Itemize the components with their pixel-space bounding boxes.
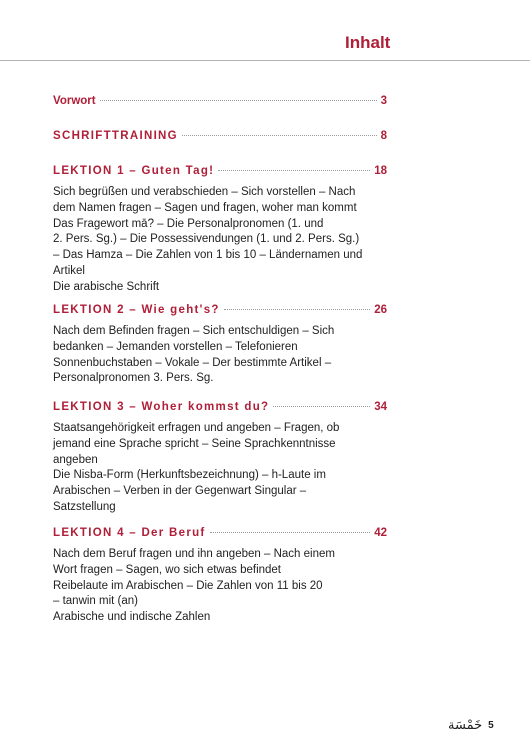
description-line: Arabischen – Verben in der Gegenwart Singular – (53, 485, 307, 498)
lesson-4-description (53, 547, 343, 626)
description-line: bedanken – Jemanden vorstellen – Telefonieren (53, 340, 298, 353)
leader-dots (273, 406, 370, 407)
leader-dots (182, 135, 377, 136)
toc-page-number: 3 (380, 95, 387, 107)
description-line: Staatsangehörigkeit erfragen und angeben – Fragen, ob (53, 422, 340, 434)
description-line: Sich begrüßen und verabschieden – Sich vorstellen – Nach (53, 186, 356, 198)
toc-entry-label: LEKTION 4 – Der Beruf (53, 527, 206, 539)
lesson-3-description (53, 421, 343, 516)
description-line: 2. Pers. Sg.) – Die Possessivendungen (1. und 2. Pers. Sg.) (53, 233, 360, 246)
toc-page-number: 8 (380, 130, 387, 142)
description-line: Wort fragen – Sagen, wo sich etwas befindet (53, 563, 282, 576)
description-line: dem Namen fragen – Sagen und fragen, woher man kommt (53, 201, 357, 214)
description-line: Nach dem Befinden fragen – Sich entschuldigen – Sich (53, 325, 335, 337)
description-line: Personalpronomen 3. Pers. Sg. (53, 372, 214, 385)
lesson-1-description (53, 185, 363, 296)
arabic-page-word: خَمْسَة (448, 718, 483, 733)
lesson-2-description (53, 324, 343, 387)
header-divider (0, 60, 530, 61)
leader-dots (100, 100, 377, 101)
page-footer (448, 718, 494, 733)
description-line: jemand eine Sprache spricht – Seine Sprachkenntnisse (53, 437, 336, 450)
toc-page-number: 42 (374, 527, 387, 539)
toc-entry-lektion-2[interactable] (53, 304, 387, 316)
description-line: – Das Hamza – Die Zahlen von 1 bis 10 – Ländernamen und (53, 249, 363, 262)
description-line: Artikel (53, 264, 85, 277)
leader-dots (224, 309, 370, 310)
toc-entry-label: LEKTION 3 – Woher kommst du? (53, 401, 270, 413)
page-title: Inhalt (345, 33, 391, 52)
description-line: angeben (53, 453, 98, 466)
toc-entry-schrifttraining[interactable] (53, 130, 387, 142)
toc-entry-label: LEKTION 1 – Guten Tag! (53, 165, 215, 177)
leader-dots (218, 170, 370, 171)
toc-entry-lektion-1[interactable] (53, 165, 387, 177)
leader-dots (210, 532, 371, 533)
description-line: Reibelaute im Arabischen – Die Zahlen von 11 bis 20 (53, 579, 323, 592)
description-line: – tanwin mit (an) (53, 595, 139, 608)
toc-page-number: 26 (374, 304, 387, 316)
description-line: Arabische und indische Zahlen (53, 611, 211, 624)
description-line: Sonnenbuchstaben – Vokale – Der bestimmte Artikel – (53, 356, 332, 369)
description-line: Die Nisba-Form (Herkunftsbezeichnung) – h-Laute im (53, 469, 326, 482)
toc-entry-label: LEKTION 2 – Wie geht's? (53, 304, 220, 316)
description-line: Nach dem Beruf fragen und ihn angeben – Nach einem (53, 548, 335, 560)
toc-page-number: 18 (374, 165, 387, 177)
toc-entry-lektion-3[interactable] (53, 401, 387, 413)
toc-entry-vorwort[interactable] (53, 95, 387, 107)
toc-entry-label: Vorwort (53, 95, 96, 107)
page-number: 5 (488, 720, 494, 731)
description-line: Satzstellung (53, 500, 116, 513)
toc-entry-lektion-4[interactable] (53, 527, 387, 539)
toc-entry-label: SCHRIFTTRAINING (53, 130, 178, 142)
toc-page-number: 34 (374, 401, 387, 413)
description-line: Das Fragewort mā? – Die Personalpronomen (1. und (53, 217, 324, 230)
description-line: Die arabische Schrift (53, 280, 160, 293)
